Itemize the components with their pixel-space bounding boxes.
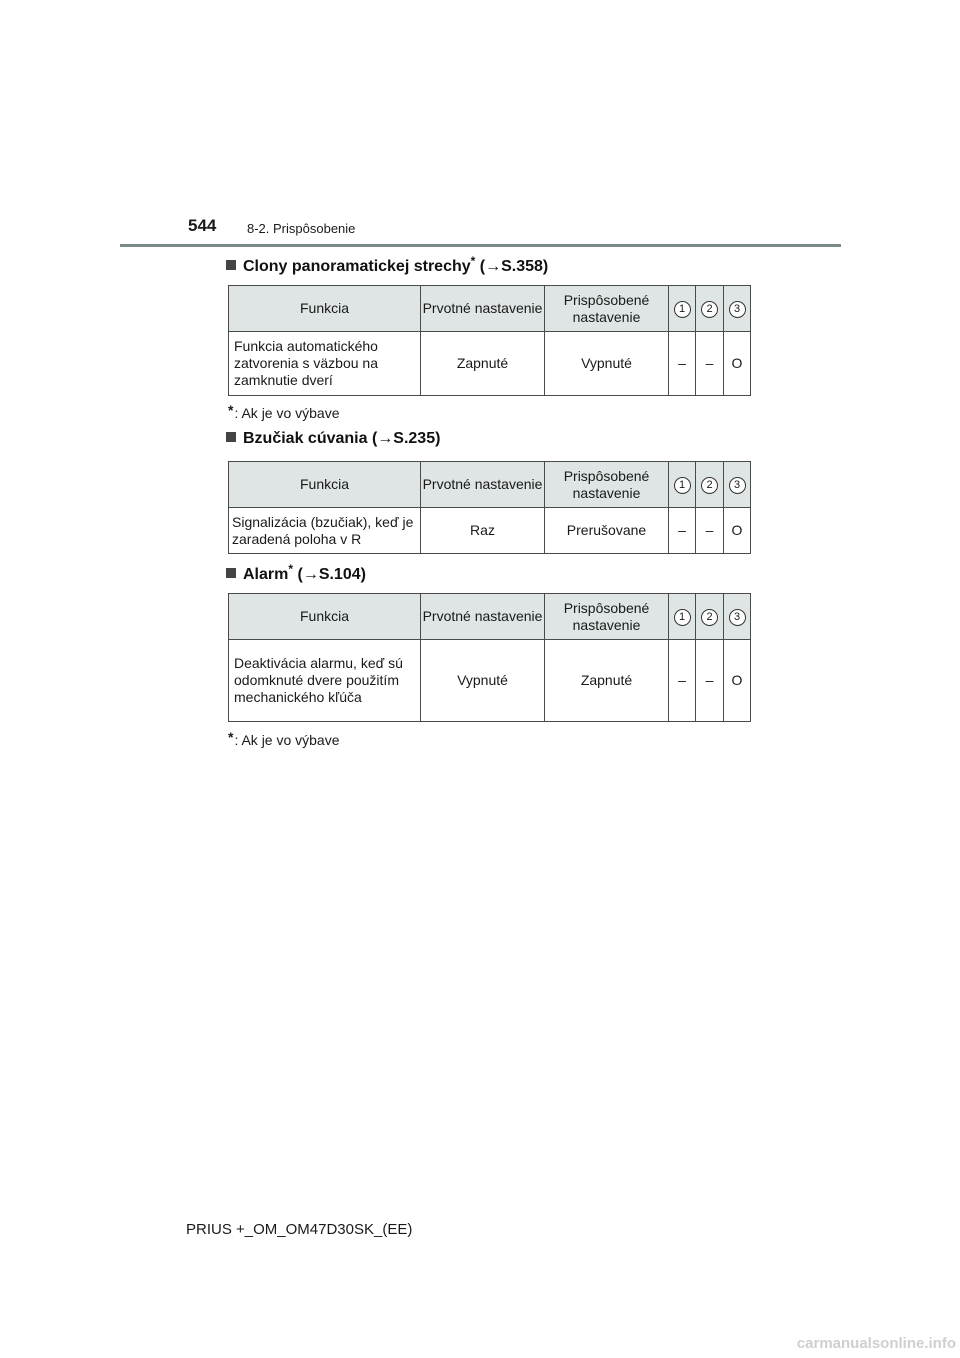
header-rule: [120, 244, 841, 247]
number-2-icon: 2: [701, 301, 718, 318]
cell-c2: –: [696, 640, 724, 722]
header-col1: [669, 462, 696, 508]
header-col1: [669, 286, 696, 332]
cell-c3: O: [724, 332, 751, 396]
star-icon: *: [288, 562, 294, 576]
footnote-equipment: [228, 402, 340, 421]
square-bullet-icon: [226, 432, 236, 442]
header-function: Funkcia: [229, 286, 421, 332]
number-1-icon: 1: [674, 301, 691, 318]
cell-c3: O: [724, 508, 751, 554]
number-3-icon: 3: [729, 609, 746, 626]
table-row: [229, 508, 751, 554]
cell-custom: Vypnuté: [545, 332, 669, 396]
page-number: 544: [188, 216, 217, 235]
cell-initial: Vypnuté: [421, 640, 545, 722]
section-title: Alarm: [243, 566, 289, 583]
footnote-text: : Ak je vo výbave: [234, 405, 340, 421]
number-3-icon: 3: [729, 477, 746, 494]
cell-c1: –: [669, 640, 696, 722]
page-reference: (→S.358): [479, 258, 549, 275]
star-icon: *: [470, 254, 476, 268]
cell-function: Signalizácia (bzučiak), keď je zaradená poloha v R: [229, 508, 421, 554]
header-initial: Prvotné nastavenie: [421, 462, 545, 508]
section-title: Clony panoramatickej strechy: [243, 258, 471, 275]
section-heading-reverse-buzzer: [226, 430, 440, 448]
square-bullet-icon: [226, 568, 236, 578]
cell-c1: –: [669, 332, 696, 396]
section-heading-alarm: [226, 562, 366, 584]
number-3-icon: 3: [729, 301, 746, 318]
star-icon: *: [228, 729, 234, 745]
header-custom: Prispôsobené nastavenie: [545, 594, 669, 640]
footnote-text: : Ak je vo výbave: [234, 732, 340, 748]
footnote-equipment: [228, 729, 340, 748]
header-col1: [669, 594, 696, 640]
cell-initial: Zapnuté: [421, 332, 545, 396]
header-function: Funkcia: [229, 462, 421, 508]
header-custom: Prispôsobené nastavenie: [545, 286, 669, 332]
header-col2: [696, 594, 724, 640]
header-col2: [696, 286, 724, 332]
footer-model-code: PRIUS +_OM_OM47D30SK_(EE): [186, 1221, 413, 1238]
header-col3: [724, 286, 751, 332]
header-col3: [724, 594, 751, 640]
table-row: [229, 640, 751, 722]
header-initial: Prvotné nastavenie: [421, 594, 545, 640]
cell-initial: Raz: [421, 508, 545, 554]
cell-custom: Zapnuté: [545, 640, 669, 722]
table-row: [229, 332, 751, 396]
cell-c3: O: [724, 640, 751, 722]
header-col3: [724, 462, 751, 508]
settings-table-roof-shades: [228, 285, 751, 396]
cell-function: Funkcia automatického zatvorenia s väzbou na zamknutie dverí: [229, 332, 421, 396]
number-1-icon: 1: [674, 609, 691, 626]
number-2-icon: 2: [701, 609, 718, 626]
cell-custom: Prerušovane: [545, 508, 669, 554]
cell-c2: –: [696, 508, 724, 554]
section-title: Bzučiak cúvania: [243, 430, 368, 447]
header-custom: Prispôsobené nastavenie: [545, 462, 669, 508]
cell-c2: –: [696, 332, 724, 396]
square-bullet-icon: [226, 260, 236, 270]
watermark: carmanualsonline.info: [796, 1335, 956, 1352]
number-2-icon: 2: [701, 477, 718, 494]
page-reference: (→S.104): [297, 566, 366, 583]
header-function: Funkcia: [229, 594, 421, 640]
section-heading-roof-shades: [226, 254, 548, 276]
settings-table-reverse-buzzer: [228, 461, 751, 554]
number-1-icon: 1: [674, 477, 691, 494]
cell-function: Deaktivácia alarmu, keď sú odomknuté dvere použitím mechanického kľúča: [229, 640, 421, 722]
settings-table-alarm: [228, 593, 751, 722]
page-reference: (→S.235): [371, 430, 441, 447]
cell-c1: –: [669, 508, 696, 554]
star-icon: *: [228, 402, 234, 418]
header-col2: [696, 462, 724, 508]
chapter-title: 8-2. Prispôsobenie: [247, 221, 356, 236]
header-initial: Prvotné nastavenie: [421, 286, 545, 332]
